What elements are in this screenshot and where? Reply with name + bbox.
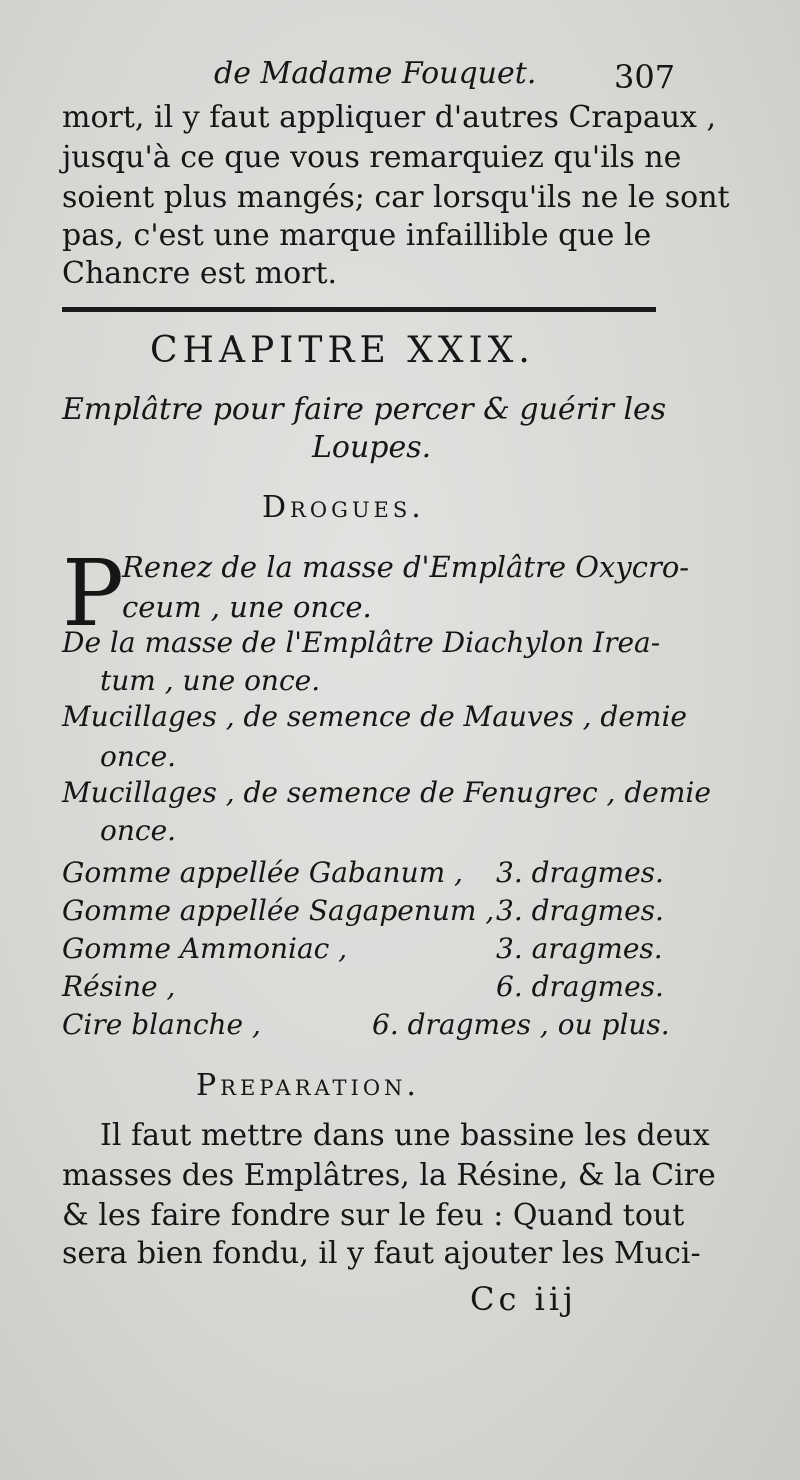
- page-number: 307: [614, 58, 676, 96]
- drop-cap: P: [62, 540, 124, 647]
- measure-qty: 3. dragmes.: [496, 856, 664, 889]
- measure-name: Gomme appellée Gabanum ,: [62, 856, 463, 889]
- preparation-line: & les faire fondre sur le feu : Quand tout: [62, 1198, 685, 1233]
- intro-line: soient plus mangés; car lorsqu'ils ne le sont: [62, 180, 730, 215]
- preparation-line: masses des Emplâtres, la Résine, & la Cire: [62, 1158, 716, 1193]
- signature-mark: Cc iij: [470, 1280, 577, 1318]
- measure-qty: 3. aragmes.: [496, 932, 663, 965]
- chapter-title-line: Loupes.: [312, 430, 432, 465]
- measure-name: Gomme appellée Sagapenum ,: [62, 894, 495, 927]
- measure-qty: 3. dragmes.: [496, 894, 664, 927]
- drogues-heading: Drogues.: [262, 490, 425, 525]
- recipe-line: once.: [100, 814, 177, 847]
- intro-line: pas, c'est une marque infaillible que le: [62, 218, 652, 253]
- measure-name: Gomme Ammoniac ,: [62, 932, 348, 965]
- preparation-line: sera bien fondu, il y faut ajouter les Muci-: [62, 1236, 701, 1271]
- preparation-heading: Preparation.: [196, 1068, 420, 1103]
- preparation-line: Il faut mettre dans une bassine les deux: [100, 1118, 710, 1153]
- intro-line: mort, il y faut appliquer d'autres Crapaux ,: [62, 100, 717, 135]
- recipe-line: Renez de la masse d'Emplâtre Oxycro-: [122, 550, 690, 584]
- chapter-divider-rule: [62, 307, 656, 312]
- recipe-line: tum , une once.: [100, 664, 321, 697]
- recipe-line: Mucillages , de semence de Mauves , demie: [62, 700, 687, 733]
- measure-name: Résine ,: [62, 970, 176, 1003]
- chapter-title-line: Emplâtre pour faire percer & guérir les: [62, 392, 667, 427]
- intro-line: jusqu'à ce que vous remarquiez qu'ils ne: [62, 140, 682, 175]
- recipe-line: Mucillages , de semence de Fenugrec , demie: [62, 776, 711, 809]
- measure-qty: 6. dragmes , ou plus.: [372, 1008, 670, 1041]
- measure-qty: 6. dragmes.: [496, 970, 664, 1003]
- recipe-line: De la masse de l'Emplâtre Diachylon Irea-: [62, 626, 661, 659]
- recipe-line: ceum , une once.: [122, 590, 372, 624]
- recipe-line: once.: [100, 740, 177, 773]
- intro-line: Chancre est mort.: [62, 256, 338, 291]
- measure-name: Cire blanche ,: [62, 1008, 261, 1041]
- running-header: de Madame Fouquet.: [214, 56, 537, 91]
- chapter-heading: CHAPITRE XXIX.: [150, 330, 535, 371]
